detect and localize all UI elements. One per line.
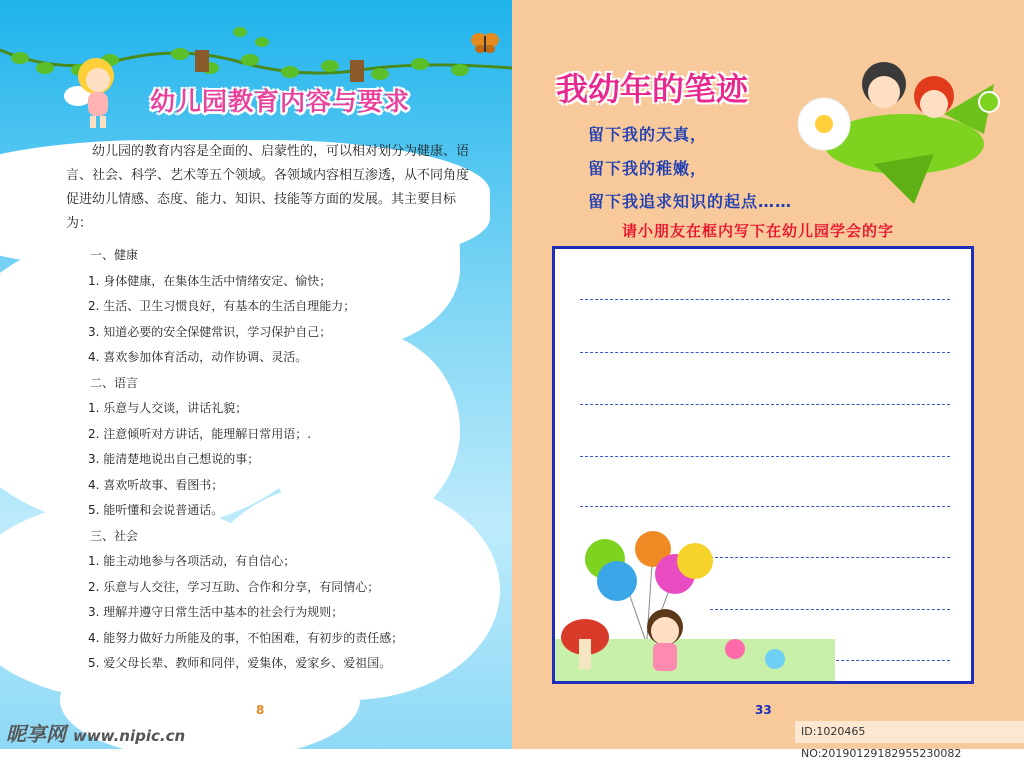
writing-line: [580, 404, 950, 405]
intro-paragraph: 幼儿园的教育内容是全面的、启蒙性的，可以相对划分为健康、语言、社会、科学、艺术等五个领域。各领域内容相互渗透，从不同角度促进幼儿情感、态度、能力、知识、技能等方面的发展。其主要目标为：: [66, 144, 470, 231]
list-item: 2. 注意倾听对方讲话，能理解日常用语；.: [88, 426, 312, 441]
list-item: 3. 理解并遵守日常生活中基本的社会行为规则；: [88, 605, 344, 619]
right-page: [512, 0, 1024, 749]
watermark-brand: 昵享网: [6, 722, 66, 746]
right-page-title: 我幼年的笔迹: [556, 70, 749, 108]
list-item: 3. 知道必要的安全保健常识，学习保护自己；: [88, 324, 332, 339]
watermark: [6, 718, 185, 747]
writing-instruction: 请小朋友在框内写下在幼儿园学会的字: [622, 222, 895, 240]
list-item: 4. 能努力做好力所能及的事，不怕困难，有初步的责任感；: [88, 630, 404, 645]
content-list: [88, 243, 468, 677]
angel-illustration: [56, 44, 126, 134]
list-item: 5. 能听懂和会说普通话。: [88, 503, 224, 517]
left-page-title: 幼儿园教育内容与要求: [150, 87, 411, 116]
slogan-line-3: 留下我追求知识的起点……: [588, 192, 793, 211]
list-item: 4. 喜欢听故事、看图书；: [88, 477, 224, 492]
list-item: 2. 生活、卫生习惯良好，有基本的生活自理能力；: [88, 299, 356, 313]
list-item: 2. 乐意与人交往，学习互助、合作和分享，有同情心；: [88, 579, 380, 594]
left-page-number: 8: [256, 703, 265, 717]
section-heading: 三、社会: [90, 528, 139, 543]
airplane-kids-illustration: [794, 44, 1004, 204]
list-item: 1. 能主动地参与各项活动，有自信心；: [88, 554, 296, 568]
writing-line: [580, 352, 950, 353]
list-item: 4. 喜欢参加体育活动，动作协调、灵活。: [88, 350, 308, 364]
section-heading: 二、语言: [90, 375, 139, 390]
balloons-girl-illustration: [555, 519, 835, 681]
butterfly-icon: [470, 30, 500, 56]
list-item: 1. 乐意与人交谈，讲话礼貌；: [88, 401, 248, 415]
section-heading: 一、健康: [90, 248, 139, 262]
writing-line: [580, 506, 950, 507]
list-item: 1. 身体健康，在集体生活中情绪安定、愉快；: [88, 273, 332, 288]
list-item: 3. 能清楚地说出自己想说的事；: [88, 452, 260, 466]
list-item: 5. 爱父母长辈、教师和同伴，爱集体，爱家乡、爱祖国。: [88, 656, 392, 670]
image-id-bar: ID:1020465 NO:20190129182955230082: [795, 721, 1024, 743]
watermark-url: www.nipic.cn: [72, 727, 186, 745]
writing-frame: [552, 246, 974, 684]
left-page: [0, 0, 512, 749]
slogan-line-2: 留下我的稚嫩，: [588, 159, 708, 178]
writing-line: [580, 299, 950, 300]
writing-line: [580, 456, 950, 457]
slogan-line-1: 留下我的天真，: [588, 125, 708, 144]
right-page-number: 33: [755, 703, 772, 717]
